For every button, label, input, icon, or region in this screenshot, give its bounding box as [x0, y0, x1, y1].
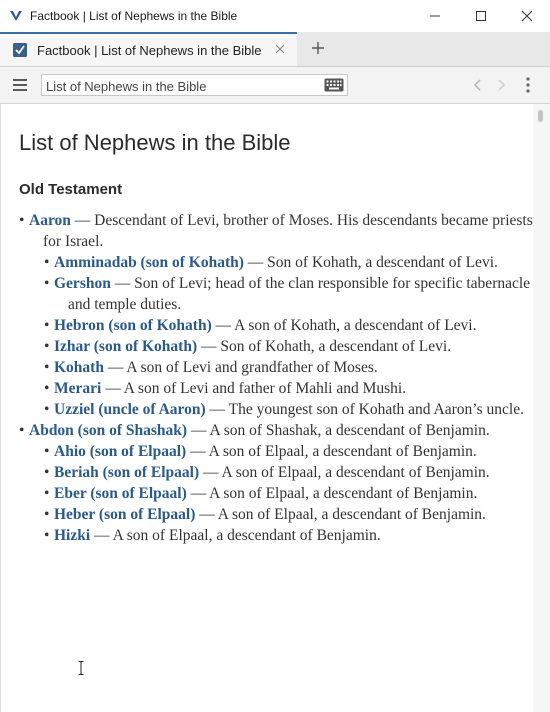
- entry-description: — Descendant of Levi, brother of Moses. His descendants became priests for Israel.: [43, 212, 533, 250]
- entry-description: — Son of Levi; head of the clan responsible for specific tabernacle and temple duties.: [68, 275, 531, 313]
- list-item: [1, 462, 533, 483]
- entry-link[interactable]: Gershon: [54, 275, 111, 292]
- vertical-scrollbar[interactable]: [533, 104, 550, 712]
- section-heading: Old Testament: [19, 181, 123, 198]
- article-content[interactable]: [0, 104, 533, 712]
- chevron-left-icon: [470, 77, 486, 93]
- bullet: •: [44, 275, 50, 292]
- entry-description: — A son of Kohath, a descendant of Levi.: [211, 317, 477, 334]
- bullet: •: [44, 254, 50, 271]
- bullet: •: [44, 338, 50, 355]
- keyboard-button[interactable]: [324, 78, 344, 92]
- bullet: •: [44, 380, 50, 397]
- bullet: •: [44, 401, 50, 418]
- list-item: [1, 378, 533, 399]
- entry-link[interactable]: Eber (son of Elpaal): [54, 485, 187, 502]
- entry-link[interactable]: Heber (son of Elpaal): [54, 506, 196, 523]
- hamburger-menu-icon: [10, 76, 30, 94]
- list-item: [1, 420, 533, 441]
- plus-icon: [311, 41, 325, 55]
- close-window-button[interactable]: [504, 0, 550, 32]
- entry-link[interactable]: Amminadab (son of Kohath): [54, 254, 244, 271]
- bullet: •: [44, 464, 50, 481]
- more-options-button[interactable]: [522, 76, 534, 94]
- forward-button[interactable]: [493, 77, 509, 93]
- list-item: [1, 483, 533, 504]
- entry-description: — Son of Kohath, a descendant of Levi.: [243, 254, 498, 271]
- app-logo-icon: [8, 8, 24, 24]
- tab-factbook[interactable]: [0, 32, 297, 66]
- list-item: [1, 336, 533, 357]
- tab-label: Factbook | List of Nephews in the Bible: [37, 42, 262, 58]
- entry-link[interactable]: Izhar (son of Kohath): [54, 338, 198, 355]
- new-tab-button[interactable]: [308, 38, 328, 58]
- entry-link[interactable]: Kohath: [54, 359, 104, 376]
- entry-link[interactable]: Aaron: [29, 212, 71, 229]
- maximize-icon: [475, 10, 487, 22]
- bullet: •: [19, 212, 25, 229]
- tab-bar: [0, 32, 550, 67]
- tab-document-icon: [12, 42, 28, 58]
- list-item: [1, 441, 533, 462]
- bullet: •: [44, 317, 50, 334]
- list-item: [1, 399, 533, 420]
- bullet: •: [44, 443, 50, 460]
- list-item: [1, 525, 533, 546]
- bullet: •: [44, 359, 50, 376]
- more-vertical-icon: [522, 76, 534, 94]
- entry-link[interactable]: Ahio (son of Elpaal): [54, 443, 187, 460]
- entry-description: — Son of Kohath, a descendant of Levi.: [197, 338, 452, 355]
- entry-description: — A son of Elpaal, a descendant of Benjamin.: [195, 506, 486, 523]
- window-title: Factbook | List of Nephews in the Bible: [30, 9, 238, 23]
- chevron-right-icon: [493, 77, 509, 93]
- text-cursor-icon: [78, 661, 84, 675]
- scrolled-text-fragment: [19, 104, 349, 106]
- maximize-button[interactable]: [458, 0, 504, 32]
- menu-button[interactable]: [10, 76, 30, 94]
- entry-link[interactable]: Beriah (son of Elpaal): [54, 464, 200, 481]
- entry-description: — A son of Elpaal, a descendant of Benjamin.: [90, 527, 381, 544]
- entry-link[interactable]: Hizki: [54, 527, 91, 544]
- back-button[interactable]: [470, 77, 486, 93]
- search-input[interactable]: [41, 74, 348, 96]
- entry-link[interactable]: Merari: [54, 380, 102, 397]
- toolbar: [0, 67, 550, 104]
- bullet: •: [44, 485, 50, 502]
- window-title-bar: [0, 0, 550, 32]
- scrollbar-thumb[interactable]: [538, 110, 543, 122]
- nephew-list: [1, 210, 533, 546]
- close-icon: [521, 10, 533, 22]
- bullet: •: [19, 422, 25, 439]
- list-item: [1, 273, 533, 315]
- entry-description: — A son of Elpaal, a descendant of Benjamin.: [199, 464, 490, 481]
- keyboard-icon: [324, 78, 344, 92]
- close-icon: [275, 44, 285, 54]
- list-item: [1, 315, 533, 336]
- tab-close-button[interactable]: [271, 40, 289, 58]
- entry-link[interactable]: Abdon (son of Shashak): [29, 422, 188, 439]
- bullet: •: [44, 506, 50, 523]
- page-title: List of Nephews in the Bible: [19, 130, 291, 155]
- entry-description: — A son of Elpaal, a descendant of Benjamin.: [186, 485, 478, 502]
- entry-link[interactable]: Hebron (son of Kohath): [54, 317, 212, 334]
- list-item: [1, 357, 533, 378]
- bullet: •: [44, 527, 50, 544]
- minimize-button[interactable]: [412, 0, 458, 32]
- minimize-icon: [429, 10, 441, 22]
- entry-description: — A son of Levi and grandfather of Moses.: [103, 359, 378, 376]
- entry-description: — A son of Elpaal, a descendant of Benjamin.: [186, 443, 477, 460]
- entry-link[interactable]: Uzziel (uncle of Aaron): [54, 401, 206, 418]
- entry-description: — A son of Levi and father of Mahli and Mushi.: [101, 380, 407, 397]
- entry-description: — A son of Shashak, a descendant of Benjamin.: [187, 422, 490, 439]
- list-item: [1, 252, 533, 273]
- list-item: [1, 504, 533, 525]
- list-item: [1, 210, 533, 252]
- window-controls: [412, 0, 550, 32]
- entry-description: — The youngest son of Kohath and Aaron’s uncle.: [205, 401, 524, 418]
